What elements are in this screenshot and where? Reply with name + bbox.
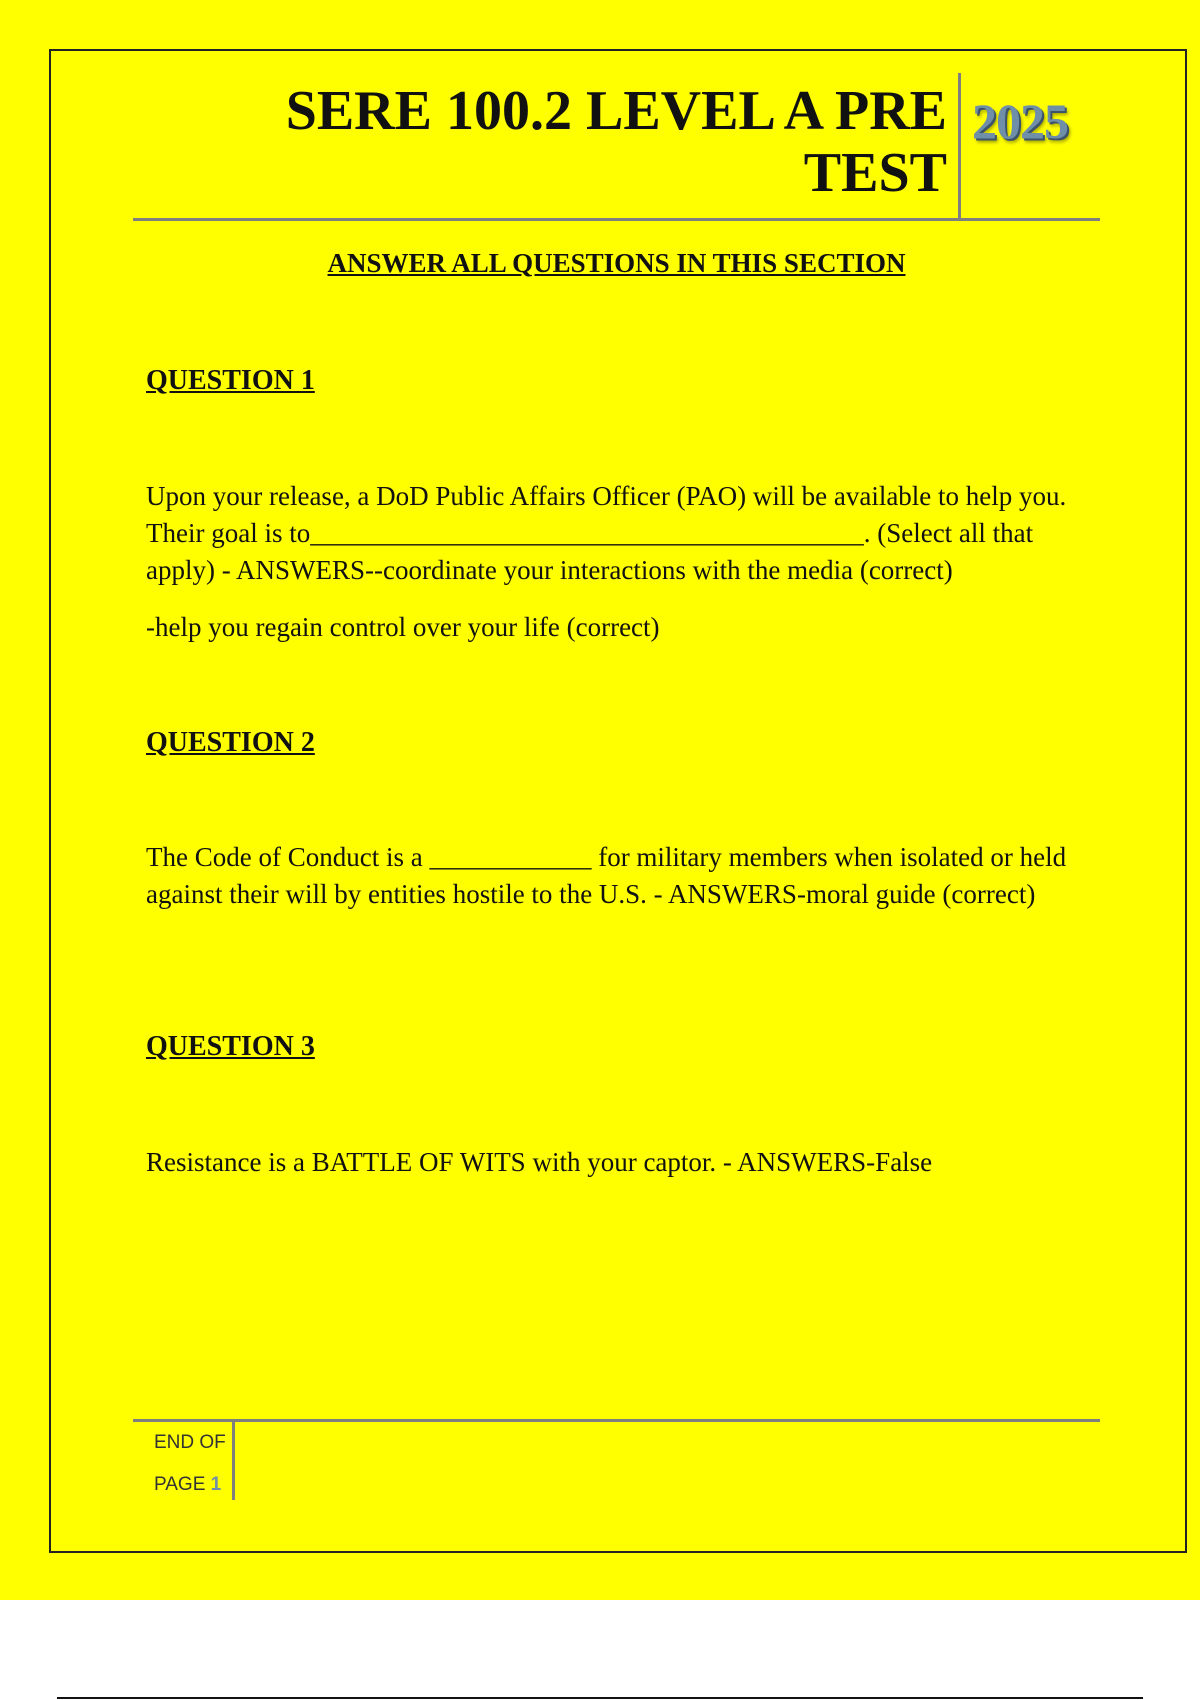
- document-title: SERE 100.2 LEVEL A PRE TEST: [285, 80, 947, 204]
- question-1-heading: QUESTION 1: [146, 365, 315, 396]
- footer-divider: [232, 1421, 235, 1500]
- footer-rule: [133, 1419, 1100, 1422]
- bottom-rule: [57, 1697, 1143, 1699]
- header-rule: [133, 218, 1100, 221]
- header-divider: [958, 73, 961, 221]
- question-3-heading: QUESTION 3: [146, 1031, 315, 1062]
- question-2-text: The Code of Conduct is a ____________ for military members when isolated or held against their will by entities hostile to the U.S. - ANSWERS-moral guide (correct): [146, 842, 1067, 909]
- footer-line-1: END OF: [154, 1432, 226, 1453]
- footer-line-2: [154, 1464, 226, 1506]
- question-2-heading: QUESTION 2: [146, 727, 315, 758]
- question-1-text: Upon your release, a DoD Public Affairs Officer (PAO) will be available to help you. Their goal is to_________________________________________. (Select all that apply) - ANSWERS--coordinate your interactions with the media (correct): [146, 481, 1067, 585]
- section-heading: ANSWER ALL QUESTIONS IN THIS SECTION: [327, 248, 906, 278]
- page-footer: [154, 1422, 226, 1506]
- question-3-text: Resistance is a BATTLE OF WITS with your captor. - ANSWERS-False: [146, 1147, 933, 1177]
- footer-page-label: PAGE: [154, 1474, 206, 1495]
- question-1-extra: -help you regain control over your life (correct): [146, 612, 660, 642]
- year-label: 2025: [972, 93, 1068, 149]
- footer-page-number: 1: [210, 1474, 222, 1495]
